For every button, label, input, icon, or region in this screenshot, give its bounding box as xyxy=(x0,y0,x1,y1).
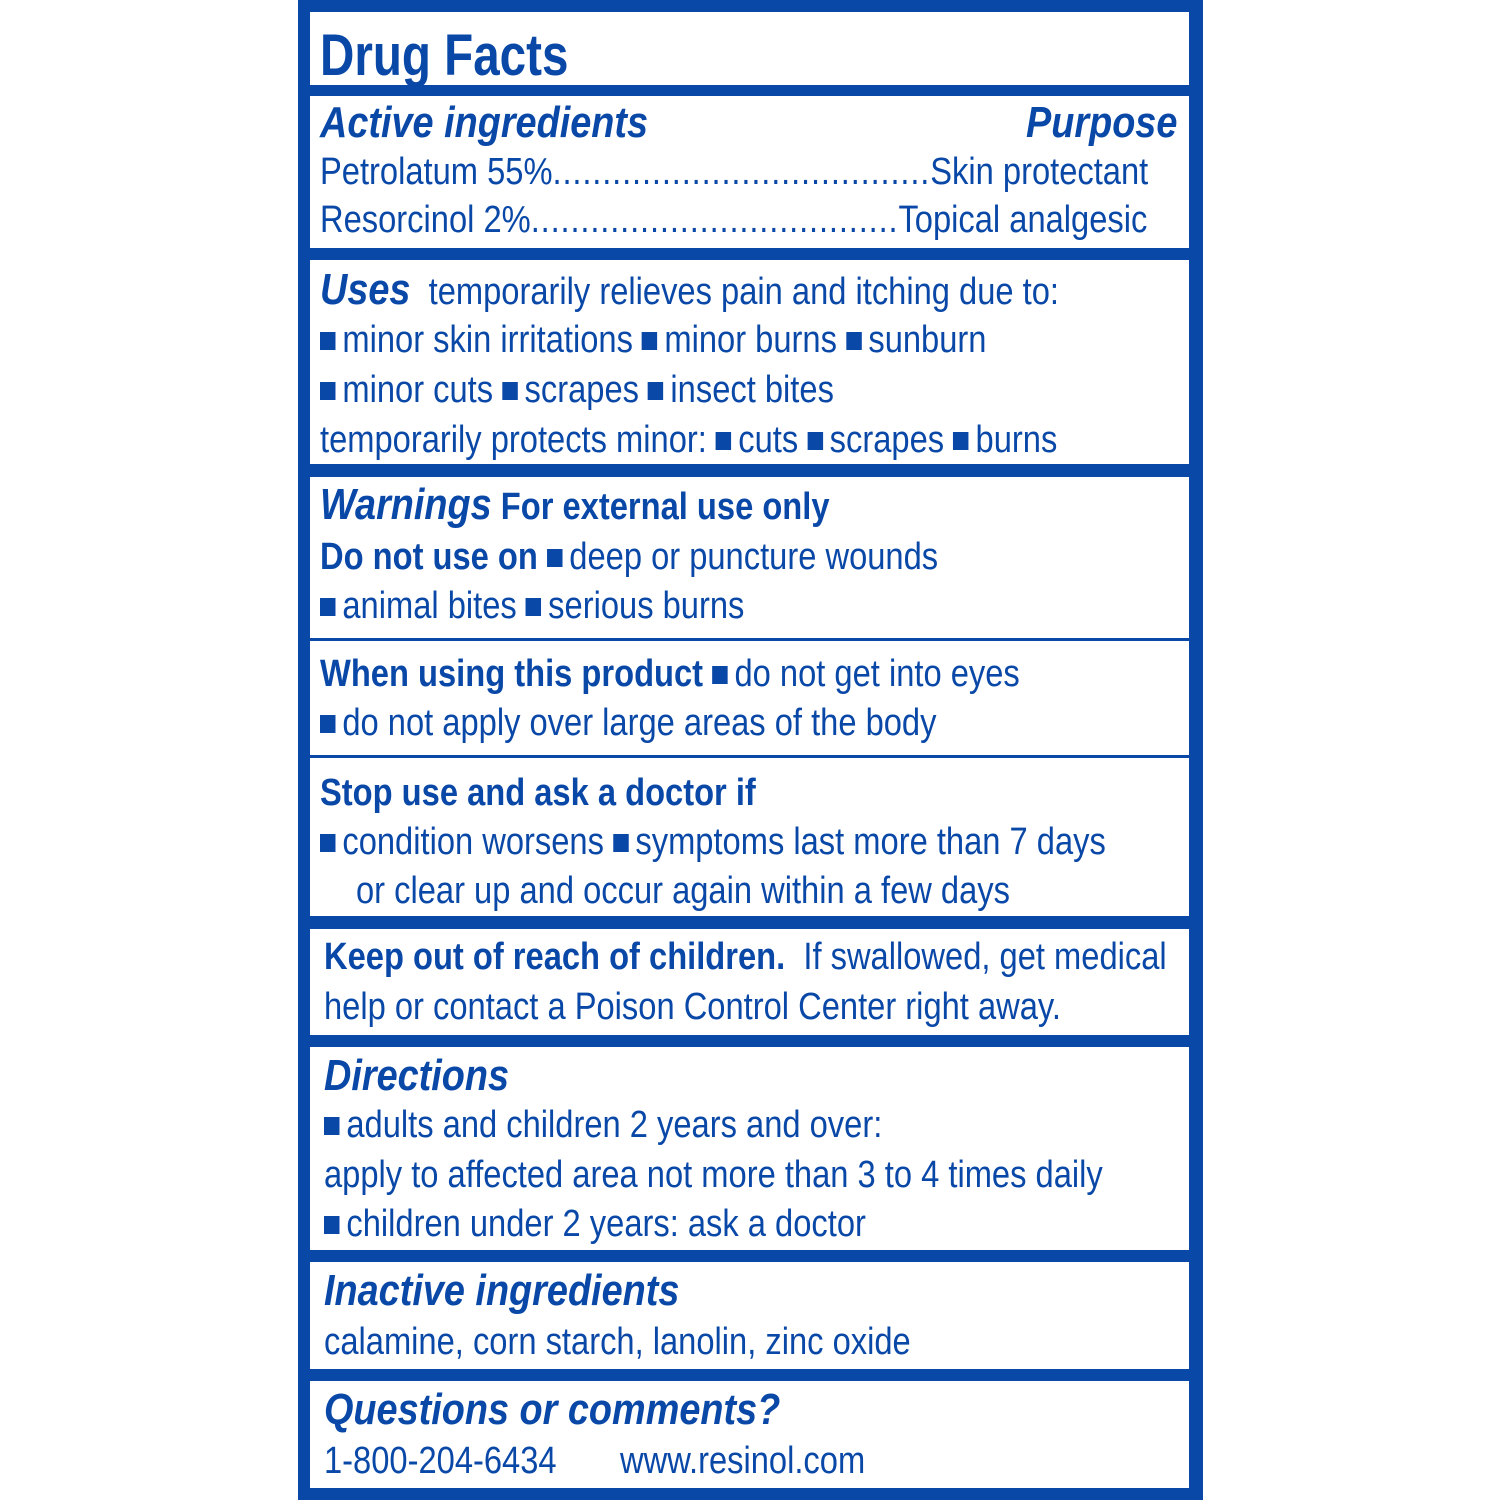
questions-heading: Questions or comments? xyxy=(324,1385,781,1434)
warnings-heading: Warnings xyxy=(320,480,492,529)
list-item: minor cuts xyxy=(342,369,494,411)
ingredient-row xyxy=(320,200,1147,240)
warnings-panel xyxy=(310,477,1189,916)
list-item: animal bites xyxy=(342,585,517,627)
list-item: do not apply over large areas of the body xyxy=(342,702,937,744)
bullet-square-icon xyxy=(320,598,335,616)
directions-panel xyxy=(310,1047,1189,1250)
ingredient-name: Petrolatum 55% xyxy=(320,151,553,193)
list-item: symptoms last more than 7 days xyxy=(635,821,1106,863)
warnings-subheading: For external use only xyxy=(500,486,830,528)
stop-use-line xyxy=(320,822,1106,862)
protect-text: temporarily protects minor: xyxy=(320,419,707,461)
keep-out-panel xyxy=(310,929,1189,1035)
do-not-use-line xyxy=(320,586,744,626)
page-title: Drug Facts xyxy=(320,23,569,88)
list-item: deep or puncture wounds xyxy=(569,536,939,578)
bullet-square-icon xyxy=(648,382,663,400)
inactive-ingredients-panel xyxy=(310,1262,1189,1369)
bullet-square-icon xyxy=(324,1216,339,1234)
drug-facts-label xyxy=(298,0,1203,1500)
ingredient-purpose: Topical analgesic xyxy=(898,199,1148,241)
list-item: minor skin irritations xyxy=(342,319,633,361)
list-item: do not get into eyes xyxy=(734,653,1020,695)
uses-protect-line xyxy=(320,420,1057,460)
bullet-square-icon xyxy=(320,715,335,733)
bullet-square-icon xyxy=(547,549,562,567)
divider xyxy=(310,755,1189,758)
list-item: scrapes xyxy=(524,369,639,411)
bullet-square-icon xyxy=(320,834,335,852)
list-item: burns xyxy=(975,419,1058,461)
bullet-square-icon xyxy=(324,1117,339,1135)
bullet-square-icon xyxy=(320,332,335,350)
directions-heading: Directions xyxy=(324,1051,510,1100)
bullet-square-icon xyxy=(642,332,657,350)
list-item: condition worsens xyxy=(342,821,604,863)
uses-items-line xyxy=(320,320,986,360)
inactive-ingredients-heading: Inactive ingredients xyxy=(324,1266,680,1315)
ingredient-row xyxy=(320,152,1148,192)
active-ingredients-panel xyxy=(310,96,1189,248)
divider xyxy=(310,638,1189,641)
list-item: serious burns xyxy=(548,585,745,627)
do-not-use-label: Do not use on xyxy=(320,536,538,578)
directions-line: apply to affected area not more than 3 to 4 times daily xyxy=(324,1154,1103,1196)
bullet-square-icon xyxy=(712,666,727,684)
phone-number: 1-800-204-6434 xyxy=(324,1440,557,1482)
bullet-square-icon xyxy=(716,432,731,450)
when-using-line xyxy=(320,703,936,743)
list-item: children under 2 years: ask a doctor xyxy=(346,1203,866,1245)
keep-out-text-cont: help or contact a Poison Control Center right away. xyxy=(324,986,1061,1028)
uses-panel xyxy=(310,260,1189,464)
list-item: insect bites xyxy=(670,369,834,411)
uses-intro-line xyxy=(320,265,1059,314)
active-ingredients-heading: Active ingredients xyxy=(320,98,649,147)
keep-out-label: Keep out of reach of children. xyxy=(324,936,786,978)
purpose-heading: Purpose xyxy=(1026,98,1178,147)
keep-out-text: If swallowed, get medical xyxy=(803,936,1167,978)
title-panel xyxy=(310,12,1189,88)
leader-dots: ...................................... xyxy=(552,151,931,193)
list-item: adults and children 2 years and over: xyxy=(346,1104,883,1146)
stop-use-label: Stop use and ask a doctor if xyxy=(320,772,756,814)
list-item: minor burns xyxy=(664,319,837,361)
list-item: scrapes xyxy=(829,419,945,461)
warnings-heading-line xyxy=(320,480,830,529)
list-item: cuts xyxy=(738,419,799,461)
directions-line xyxy=(324,1204,866,1244)
ingredient-name: Resorcinol 2% xyxy=(320,199,531,241)
bullet-square-icon xyxy=(953,432,968,450)
when-using-line xyxy=(320,654,1020,694)
uses-intro: temporarily relieves pain and itching due to: xyxy=(428,271,1059,313)
inactive-ingredients-text: calamine, corn starch, lanolin, zinc oxide xyxy=(324,1321,911,1363)
leader-dots: ..................................... xyxy=(530,199,899,241)
bullet-square-icon xyxy=(320,382,335,400)
website-link[interactable]: www.resinol.com xyxy=(620,1440,866,1482)
uses-items-line xyxy=(320,370,834,410)
directions-line xyxy=(324,1105,882,1145)
ingredient-purpose: Skin protectant xyxy=(930,151,1149,193)
stop-use-cont: or clear up and occur again within a few days xyxy=(356,870,1010,912)
keep-out-line xyxy=(324,937,1167,977)
list-item: sunburn xyxy=(868,319,987,361)
bullet-square-icon xyxy=(502,382,517,400)
bullet-square-icon xyxy=(613,834,628,852)
when-using-label: When using this product xyxy=(320,653,704,695)
bullet-square-icon xyxy=(807,432,822,450)
bullet-square-icon xyxy=(526,598,541,616)
questions-panel xyxy=(310,1381,1189,1488)
do-not-use-line xyxy=(320,537,938,577)
bullet-square-icon xyxy=(846,332,861,350)
uses-heading: Uses xyxy=(320,265,411,314)
